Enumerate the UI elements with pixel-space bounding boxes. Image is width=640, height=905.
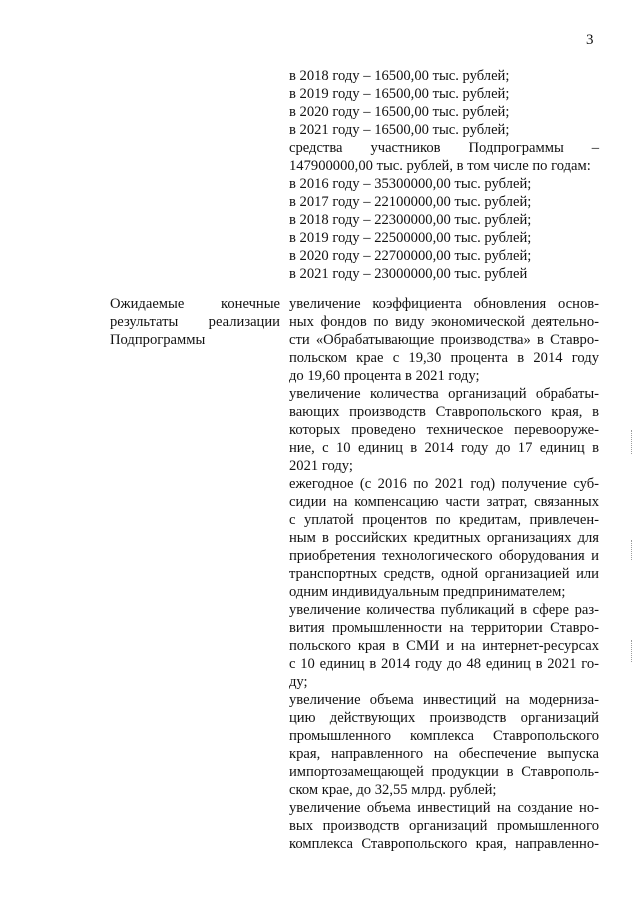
results-line: комплекса Ставропольского края, направленно- (289, 836, 599, 852)
funding-line: в 2021 году – 16500,00 тыс. рублей; (289, 122, 510, 138)
results-line: увеличение количества организаций обрабаты- (289, 386, 599, 402)
results-line: вых производств организаций промышленного (289, 818, 599, 834)
results-line: ние, с 10 единиц в 2014 году до 17 единиц в (289, 440, 599, 456)
results-line: с 10 единиц в 2014 году до 48 единиц в 2021 го- (289, 656, 599, 672)
results-line: сидии на компенсацию части затрат, связанных (289, 494, 599, 510)
results-line: 2021 году; (289, 458, 353, 474)
funding-line: в 2020 году – 22700000,00 тыс. рублей; (289, 248, 532, 264)
funding-line: в 2018 году – 22300000,00 тыс. рублей; (289, 212, 532, 228)
results-line: увеличение коэффициента обновления основ- (289, 296, 599, 312)
results-label-line: Ожидаемые конечные (110, 296, 280, 312)
scan-artifact (631, 640, 634, 662)
results-line: транспортных средств, одной организацией или (289, 566, 599, 582)
results-line: сти «Обрабатывающие производства» в Ставро- (289, 332, 599, 348)
results-line: вающих производств Ставропольского края, в (289, 404, 599, 420)
results-label-line: Подпрограммы (110, 332, 206, 348)
scan-artifact (631, 430, 634, 454)
funding-line: в 2017 году – 22100000,00 тыс. рублей; (289, 194, 532, 210)
results-line: с уплатой процентов по кредитам, привлечен- (289, 512, 599, 528)
results-line: польского края в СМИ и на интернет-ресурсах (289, 638, 599, 654)
funding-line: 147900000,00 тыс. рублей, в том числе по годам: (289, 158, 591, 174)
results-line: ных фондов по виду экономической деятельно- (289, 314, 599, 330)
results-line: края, направленного на обеспечение выпуска (289, 746, 599, 762)
results-line: цию действующих производств организаций (289, 710, 599, 726)
results-line: одним индивидуальным предпринимателем; (289, 584, 566, 600)
results-line: ском крае, до 32,55 млрд. рублей; (289, 782, 497, 798)
funding-line: средства участников Подпрограммы – (289, 140, 599, 156)
results-line: промышленного комплекса Ставропольского (289, 728, 599, 744)
results-line: ду; (289, 674, 308, 690)
page-number: 3 (586, 32, 594, 48)
results-line: ным в российских кредитных организациях для (289, 530, 599, 546)
funding-line: в 2020 году – 16500,00 тыс. рублей; (289, 104, 510, 120)
results-line: приобретения технологического оборудования и (289, 548, 599, 564)
funding-line: в 2018 году – 16500,00 тыс. рублей; (289, 68, 510, 84)
funding-line: в 2019 году – 16500,00 тыс. рублей; (289, 86, 510, 102)
results-line: которых проведено техническое перевооруже- (289, 422, 599, 438)
results-line: импортозамещающей продукции в Ставрополь- (289, 764, 599, 780)
results-line: увеличение объема инвестиций на модерниза- (289, 692, 599, 708)
results-line: увеличение количества публикаций в сфере раз- (289, 602, 599, 618)
funding-line: в 2019 году – 22500000,00 тыс. рублей; (289, 230, 532, 246)
scan-artifact (631, 540, 634, 560)
results-line: увеличение объема инвестиций на создание но- (289, 800, 599, 816)
funding-line: в 2021 году – 23000000,00 тыс. рублей (289, 266, 528, 282)
funding-line: в 2016 году – 35300000,00 тыс. рублей; (289, 176, 532, 192)
results-line: до 19,60 процента в 2021 году; (289, 368, 480, 384)
results-line: польском крае с 19,30 процента в 2014 году (289, 350, 599, 366)
results-line: ежегодное (с 2016 по 2021 год) получение суб- (289, 476, 599, 492)
results-label-line: результаты реализации (110, 314, 280, 330)
results-line: вития промышленности на территории Ставро- (289, 620, 599, 636)
